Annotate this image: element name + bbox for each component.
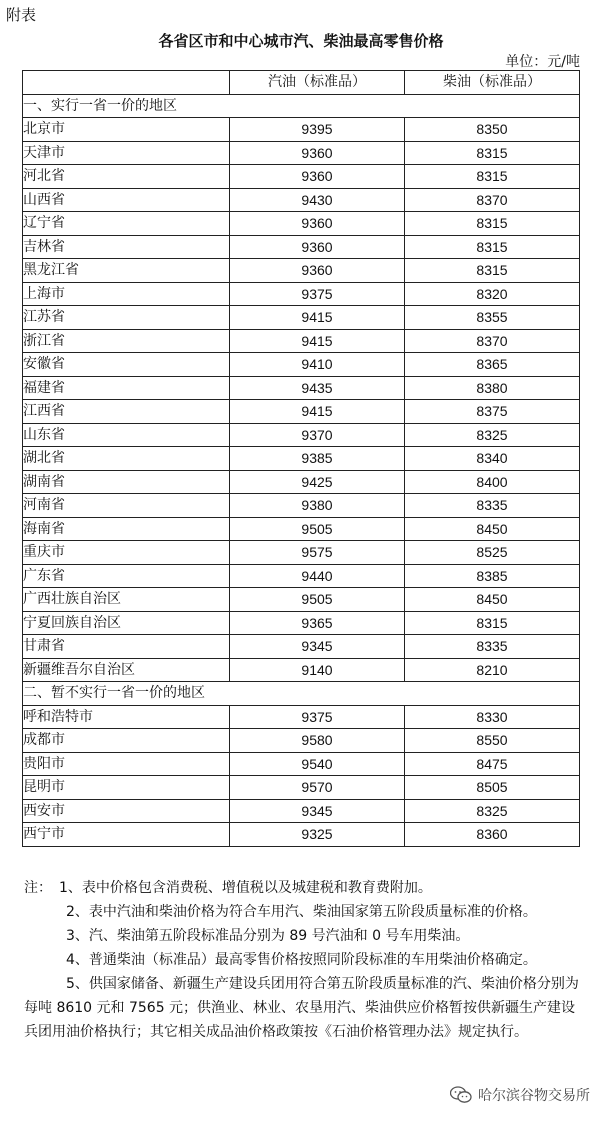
diesel-price-cell: 8315 <box>405 611 580 635</box>
watermark-text: 哈尔滨谷物交易所 <box>478 1088 590 1104</box>
gasoline-price-cell: 9435 <box>230 376 405 400</box>
table-row <box>23 188 580 212</box>
region-cell: 西宁市 <box>23 823 230 847</box>
gasoline-price-cell: 9575 <box>230 541 405 565</box>
column-header-gasoline: 汽油（标准品） <box>230 71 405 95</box>
gasoline-price-cell: 9360 <box>230 259 405 283</box>
gasoline-price-cell: 9410 <box>230 353 405 377</box>
price-table-body <box>23 71 580 847</box>
gasoline-price-cell: 9365 <box>230 611 405 635</box>
region-cell: 山东省 <box>23 423 230 447</box>
region-cell: 宁夏回族自治区 <box>23 611 230 635</box>
section-label: 二、暂不实行一省一价的地区 <box>23 682 580 706</box>
diesel-price-cell: 8475 <box>405 752 580 776</box>
diesel-price-cell: 8315 <box>405 165 580 189</box>
table-row <box>23 776 580 800</box>
diesel-price-cell: 8350 <box>405 118 580 142</box>
diesel-price-cell: 8370 <box>405 329 580 353</box>
note-item: 4、普通柴油（标准品）最高零售价格按照同阶段标准的车用柴油价格确定。 <box>24 952 537 968</box>
region-cell: 安徽省 <box>23 353 230 377</box>
table-row <box>23 799 580 823</box>
table-row <box>23 306 580 330</box>
gasoline-price-cell: 9415 <box>230 306 405 330</box>
table-row <box>23 705 580 729</box>
gasoline-price-cell: 9440 <box>230 564 405 588</box>
gasoline-price-cell: 9375 <box>230 705 405 729</box>
region-cell: 吉林省 <box>23 235 230 259</box>
table-row <box>23 282 580 306</box>
region-cell: 甘肃省 <box>23 635 230 659</box>
unit-label: 单位：元/吨 <box>505 54 580 70</box>
region-cell: 广西壮族自治区 <box>23 588 230 612</box>
gasoline-price-cell: 9140 <box>230 658 405 682</box>
region-cell: 河北省 <box>23 165 230 189</box>
table-row <box>23 541 580 565</box>
column-header-diesel: 柴油（标准品） <box>405 71 580 95</box>
gasoline-price-cell: 9360 <box>230 212 405 236</box>
table-row <box>23 423 580 447</box>
diesel-price-cell: 8315 <box>405 212 580 236</box>
region-cell: 天津市 <box>23 141 230 165</box>
diesel-price-cell: 8525 <box>405 541 580 565</box>
region-cell: 浙江省 <box>23 329 230 353</box>
watermark <box>450 1085 590 1105</box>
table-row <box>23 447 580 471</box>
table-row <box>23 470 580 494</box>
table-row <box>23 611 580 635</box>
region-cell: 贵阳市 <box>23 752 230 776</box>
diesel-price-cell: 8315 <box>405 259 580 283</box>
diesel-price-cell: 8320 <box>405 282 580 306</box>
table-row <box>23 729 580 753</box>
diesel-price-cell: 8375 <box>405 400 580 424</box>
gasoline-price-cell: 9360 <box>230 235 405 259</box>
diesel-price-cell: 8325 <box>405 423 580 447</box>
region-cell: 江苏省 <box>23 306 230 330</box>
region-cell: 山西省 <box>23 188 230 212</box>
page-title: 各省区市和中心城市汽、柴油最高零售价格 <box>158 32 444 50</box>
region-cell: 湖南省 <box>23 470 230 494</box>
table-row <box>23 494 580 518</box>
diesel-price-cell: 8380 <box>405 376 580 400</box>
diesel-price-cell: 8450 <box>405 588 580 612</box>
attachment-label: 附表 <box>6 6 37 24</box>
note-item: 2、表中汽油和柴油价格为符合车用汽、柴油国家第五阶段质量标准的价格。 <box>24 904 537 920</box>
gasoline-price-cell: 9385 <box>230 447 405 471</box>
gasoline-price-cell: 9415 <box>230 329 405 353</box>
gasoline-price-cell: 9345 <box>230 799 405 823</box>
region-cell: 海南省 <box>23 517 230 541</box>
region-cell: 河南省 <box>23 494 230 518</box>
diesel-price-cell: 8210 <box>405 658 580 682</box>
region-cell: 黑龙江省 <box>23 259 230 283</box>
gasoline-price-cell: 9370 <box>230 423 405 447</box>
gasoline-price-cell: 9415 <box>230 400 405 424</box>
diesel-price-cell: 8505 <box>405 776 580 800</box>
diesel-price-cell: 8365 <box>405 353 580 377</box>
gasoline-price-cell: 9375 <box>230 282 405 306</box>
region-cell: 呼和浩特市 <box>23 705 230 729</box>
gasoline-price-cell: 9345 <box>230 635 405 659</box>
gasoline-price-cell: 9430 <box>230 188 405 212</box>
gasoline-price-cell: 9325 <box>230 823 405 847</box>
gasoline-price-cell: 9425 <box>230 470 405 494</box>
table-row <box>23 658 580 682</box>
table-row <box>23 823 580 847</box>
column-header-region <box>23 71 230 95</box>
table-row <box>23 353 580 377</box>
table-row <box>23 329 580 353</box>
table-row <box>23 517 580 541</box>
gasoline-price-cell: 9380 <box>230 494 405 518</box>
region-cell: 成都市 <box>23 729 230 753</box>
gasoline-price-cell: 9360 <box>230 141 405 165</box>
table-row <box>23 259 580 283</box>
diesel-price-cell: 8325 <box>405 799 580 823</box>
note-item: 5、供国家储备、新疆生产建设兵团用符合第五阶段质量标准的汽、柴油价格分别为每吨 8610 元和 7565 元；供渔业、林业、农垦用汽、柴油供应价格暂按供新疆生产建设兵团用油价格执行；其它相关成品油价格政策按《石油价格管理办法》规定执行。 <box>24 976 579 1040</box>
table-row <box>23 635 580 659</box>
table-row <box>23 235 580 259</box>
note-item: 3、汽、柴油第五阶段标准品分别为 89 号汽油和 0 号车用柴油。 <box>24 928 470 944</box>
region-cell: 江西省 <box>23 400 230 424</box>
diesel-price-cell: 8360 <box>405 823 580 847</box>
diesel-price-cell: 8450 <box>405 517 580 541</box>
diesel-price-cell: 8335 <box>405 494 580 518</box>
diesel-price-cell: 8370 <box>405 188 580 212</box>
table-row <box>23 400 580 424</box>
diesel-price-cell: 8315 <box>405 235 580 259</box>
region-cell: 重庆市 <box>23 541 230 565</box>
diesel-price-cell: 8385 <box>405 564 580 588</box>
table-row <box>23 212 580 236</box>
region-cell: 福建省 <box>23 376 230 400</box>
region-cell: 昆明市 <box>23 776 230 800</box>
table-row <box>23 752 580 776</box>
diesel-price-cell: 8330 <box>405 705 580 729</box>
price-table <box>22 70 580 847</box>
diesel-price-cell: 8550 <box>405 729 580 753</box>
gasoline-price-cell: 9505 <box>230 588 405 612</box>
table-row <box>23 588 580 612</box>
section-label: 一、实行一省一价的地区 <box>23 94 580 118</box>
diesel-price-cell: 8335 <box>405 635 580 659</box>
section-row <box>23 94 580 118</box>
table-row <box>23 141 580 165</box>
table-header-row <box>23 71 580 95</box>
table-row <box>23 165 580 189</box>
region-cell: 辽宁省 <box>23 212 230 236</box>
gasoline-price-cell: 9580 <box>230 729 405 753</box>
region-cell: 北京市 <box>23 118 230 142</box>
wechat-chat-bubble-icon <box>450 1086 472 1104</box>
gasoline-price-cell: 9540 <box>230 752 405 776</box>
diesel-price-cell: 8315 <box>405 141 580 165</box>
diesel-price-cell: 8340 <box>405 447 580 471</box>
gasoline-price-cell: 9505 <box>230 517 405 541</box>
gasoline-price-cell: 9360 <box>230 165 405 189</box>
diesel-price-cell: 8355 <box>405 306 580 330</box>
section-row <box>23 682 580 706</box>
region-cell: 新疆维吾尔自治区 <box>23 658 230 682</box>
gasoline-price-cell: 9395 <box>230 118 405 142</box>
region-cell: 上海市 <box>23 282 230 306</box>
table-row <box>23 376 580 400</box>
region-cell: 湖北省 <box>23 447 230 471</box>
region-cell: 西安市 <box>23 799 230 823</box>
gasoline-price-cell: 9570 <box>230 776 405 800</box>
region-cell: 广东省 <box>23 564 230 588</box>
note-item: 注： 1、表中价格包含消费税、增值税以及城建税和教育费附加。 <box>24 880 432 896</box>
diesel-price-cell: 8400 <box>405 470 580 494</box>
table-row <box>23 118 580 142</box>
notes-section <box>24 876 584 1044</box>
table-row <box>23 564 580 588</box>
